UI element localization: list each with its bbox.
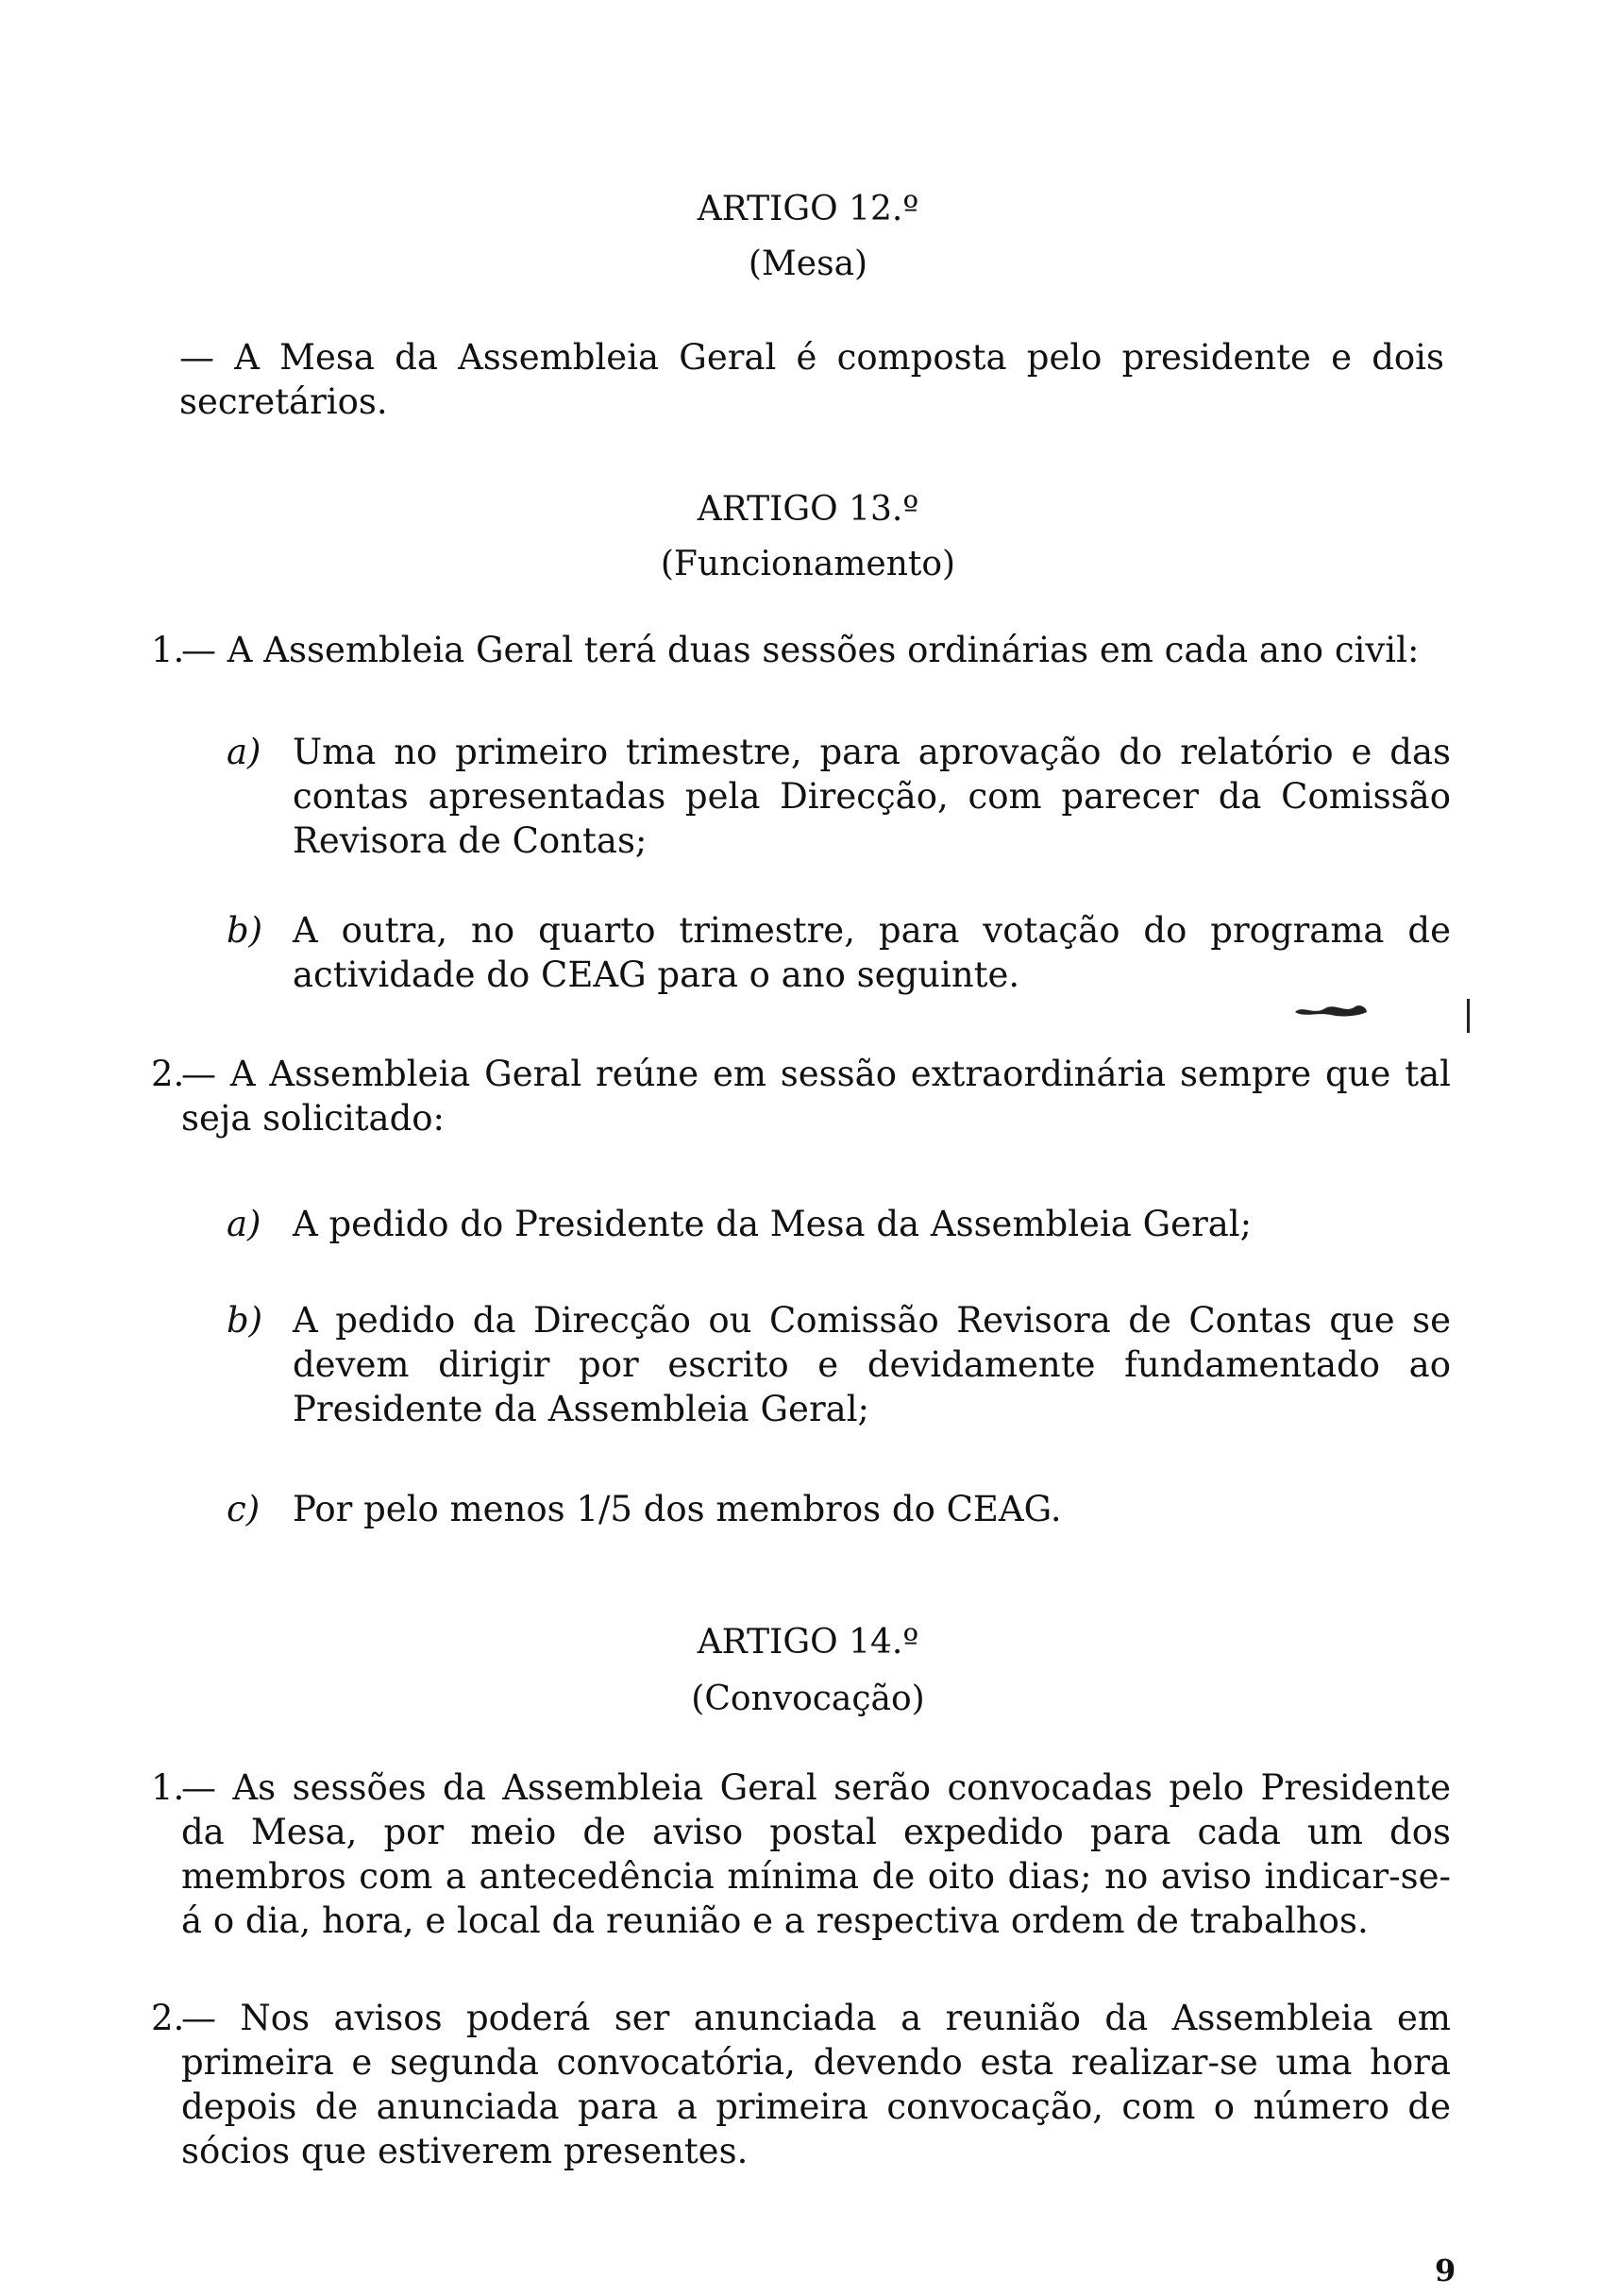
article-14-item-2-number: 2. <box>151 1998 185 2038</box>
article-12-subtitle: (Mesa) <box>748 245 868 283</box>
article-14-item-2-text: — Nos avisos poderá ser anunciada a reunião da Assembleia em primeira e segunda convocatória, devendo esta realizar-se uma hora depois de anunciada para a primeira convocação, com o número de sócios que estiverem presentes. <box>181 1998 1451 2171</box>
article-13-item-2-a-letter: a) <box>227 1204 261 1244</box>
article-13-title: ARTIGO 13.º <box>697 490 919 529</box>
article-13-item-1-a-text: Uma no primeiro trimestre, para aprovação do relatório e das contas apresentadas pela Direcção, com parecer da Comissão Revisora de Contas; <box>293 732 1451 861</box>
article-13-subtitle: (Funcionamento) <box>660 545 956 583</box>
article-13-item-1-b-text: A outra, no quarto trimestre, para votação do programa de actividade do CEAG para o ano seguinte. <box>293 910 1451 995</box>
article-13-item-1-text: — A Assembleia Geral terá duas sessões ordinárias em cada ano civil: <box>181 630 1420 670</box>
article-13-item-2-b-text: A pedido da Direcção ou Comissão Revisora de Contas que se devem dirigir por escrito e devidamente fundamentado ao Presidente da Assembleia Geral; <box>293 1300 1451 1429</box>
article-13-item-1-a-letter: a) <box>227 732 261 772</box>
article-13-item-1-b-letter: b) <box>227 910 263 951</box>
article-13-item-2-b-letter: b) <box>227 1300 263 1341</box>
article-14-subtitle: (Convocação) <box>691 1680 925 1718</box>
ink-smudge <box>1293 1001 1369 1020</box>
page-number: 9 <box>1435 2253 1456 2288</box>
article-13-item-2-c-letter: c) <box>227 1489 261 1529</box>
article-13-item-1-number: 1. <box>151 630 185 670</box>
article-13-item-2-a-text: A pedido do Presidente da Mesa da Assembleia Geral; <box>293 1204 1253 1244</box>
article-13-item-2-text: — A Assembleia Geral reúne em sessão extraordinária sempre que tal seja solicitado: <box>181 1054 1451 1139</box>
article-13-item-2-number: 2. <box>151 1054 185 1094</box>
article-12-text: — A Mesa da Assembleia Geral é composta pelo presidente e dois secretários. <box>179 337 1444 422</box>
article-14-title: ARTIGO 14.º <box>697 1623 919 1662</box>
article-13-item-2-c-text: Por pelo menos 1/5 dos membros do CEAG. <box>293 1489 1062 1529</box>
article-12-title: ARTIGO 12.º <box>697 190 919 228</box>
article-14-item-1-text: — As sessões da Assembleia Geral serão convocadas pelo Presidente da Mesa, por meio de aviso postal expedido para cada um dos membros com a antecedência mínima de oito dias; no aviso indicar-se-á o dia, hora, e local da reunião e a respectiva ordem de trabalhos. <box>181 1767 1451 1941</box>
article-14-item-1-number: 1. <box>151 1767 185 1808</box>
margin-mark <box>1467 999 1470 1033</box>
